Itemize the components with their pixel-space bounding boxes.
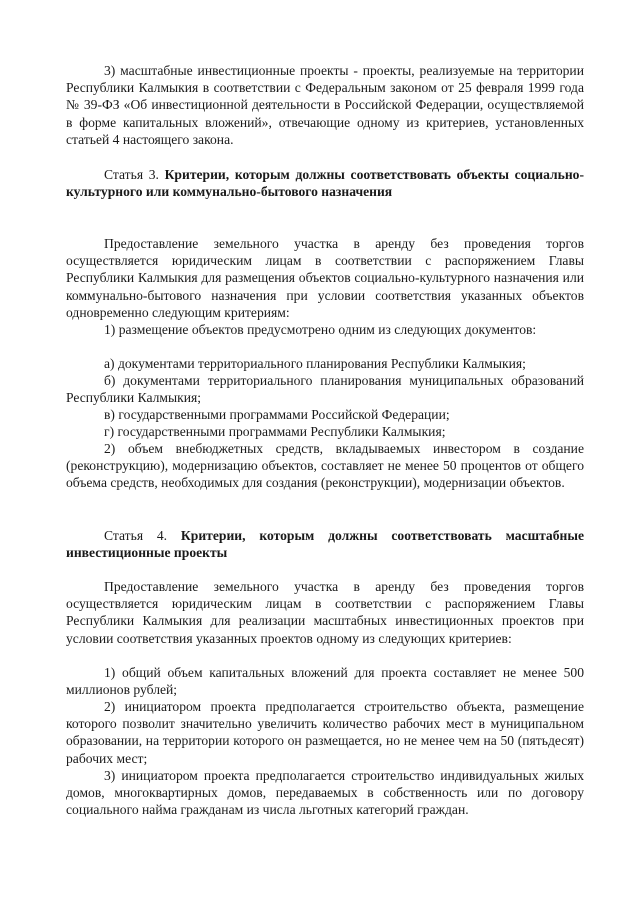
- article-3-criterion-1a: а) документами территориального планирования Республики Калмыкия;: [104, 356, 526, 371]
- article-4-criterion-1: 1) общий объем капитальных вложений для проекта составляет не менее 500 миллионов рублей;: [66, 665, 584, 698]
- article-3-heading: [66, 166, 584, 200]
- article-3-criterion-1c: в) государственными программами Российской Федерации;: [104, 407, 450, 422]
- article-4-criterion-3: 3) инициатором проекта предполагается строительство индивидуальных жилых домов, многоквартирных домов, передаваемых в собственность или по договору социального найма гражданам из числа льготных категорий граждан.: [66, 768, 584, 818]
- article-3-criterion-1b: б) документами территориального планирования муниципальных образований Республики Калмыкия;: [66, 373, 584, 406]
- article-3-number: Статья 3.: [104, 167, 159, 182]
- article-3-criterion-1: 1) размещение объектов предусмотрено одним из следующих документов:: [104, 322, 537, 337]
- article-3-criterion-2: 2) объем внебюджетных средств, вкладываемых инвестором в создание (реконструкцию), модернизацию объектов, составляет не менее 50 процентов от общего объема средств, необходимых для создания (реконструкции), модернизации объектов.: [66, 441, 584, 491]
- article-4-heading: [66, 527, 584, 561]
- paragraph-item-3: 3) масштабные инвестиционные проекты - проекты, реализуемые на территории Республики Калмыкия в соответствии с Федеральным законом от 25 февраля 1999 года № 39-ФЗ «Об инвестиционной деятельности в Российской Федерации, осуществляемой в форме капитальных вложений», отвечающие одному из критериев, установленных статьей 4 настоящего закона.: [66, 63, 584, 147]
- article-3-intro: Предоставление земельного участка в аренду без проведения торгов осуществляется юридическим лицам в соответствии с распоряжением Главы Республики Калмыкия для размещения объектов социально-культурного назначения или коммунально-бытового назначения при условии соответствия указанных объектов одновременно следующим критериям:: [66, 236, 584, 320]
- article-4-criterion-2: 2) инициатором проекта предполагается строительство объекта, размещение которого позволит значительно увеличить количество рабочих мест в муниципальном образовании, на территории которого он размещается, но не менее чем на 50 (пятьдесят) рабочих мест;: [66, 699, 584, 766]
- article-3-title: Критерии, которым должны соответствовать объекты социально-культурного или коммунально-бытового назначения: [66, 167, 584, 200]
- article-4-number: Статья 4.: [104, 528, 168, 543]
- article-4-intro: Предоставление земельного участка в аренду без проведения торгов осуществляется юридическим лицам в соответствии с распоряжением Главы Республики Калмыкия для реализации масштабных инвестиционных проектов при условии соответствия указанных проектов одному из следующих критериев:: [66, 579, 584, 646]
- article-3-criterion-1d: г) государственными программами Республики Калмыкия;: [104, 424, 446, 439]
- article-4-title: Критерии, которым должны соответствовать масштабные инвестиционные проекты: [66, 528, 585, 561]
